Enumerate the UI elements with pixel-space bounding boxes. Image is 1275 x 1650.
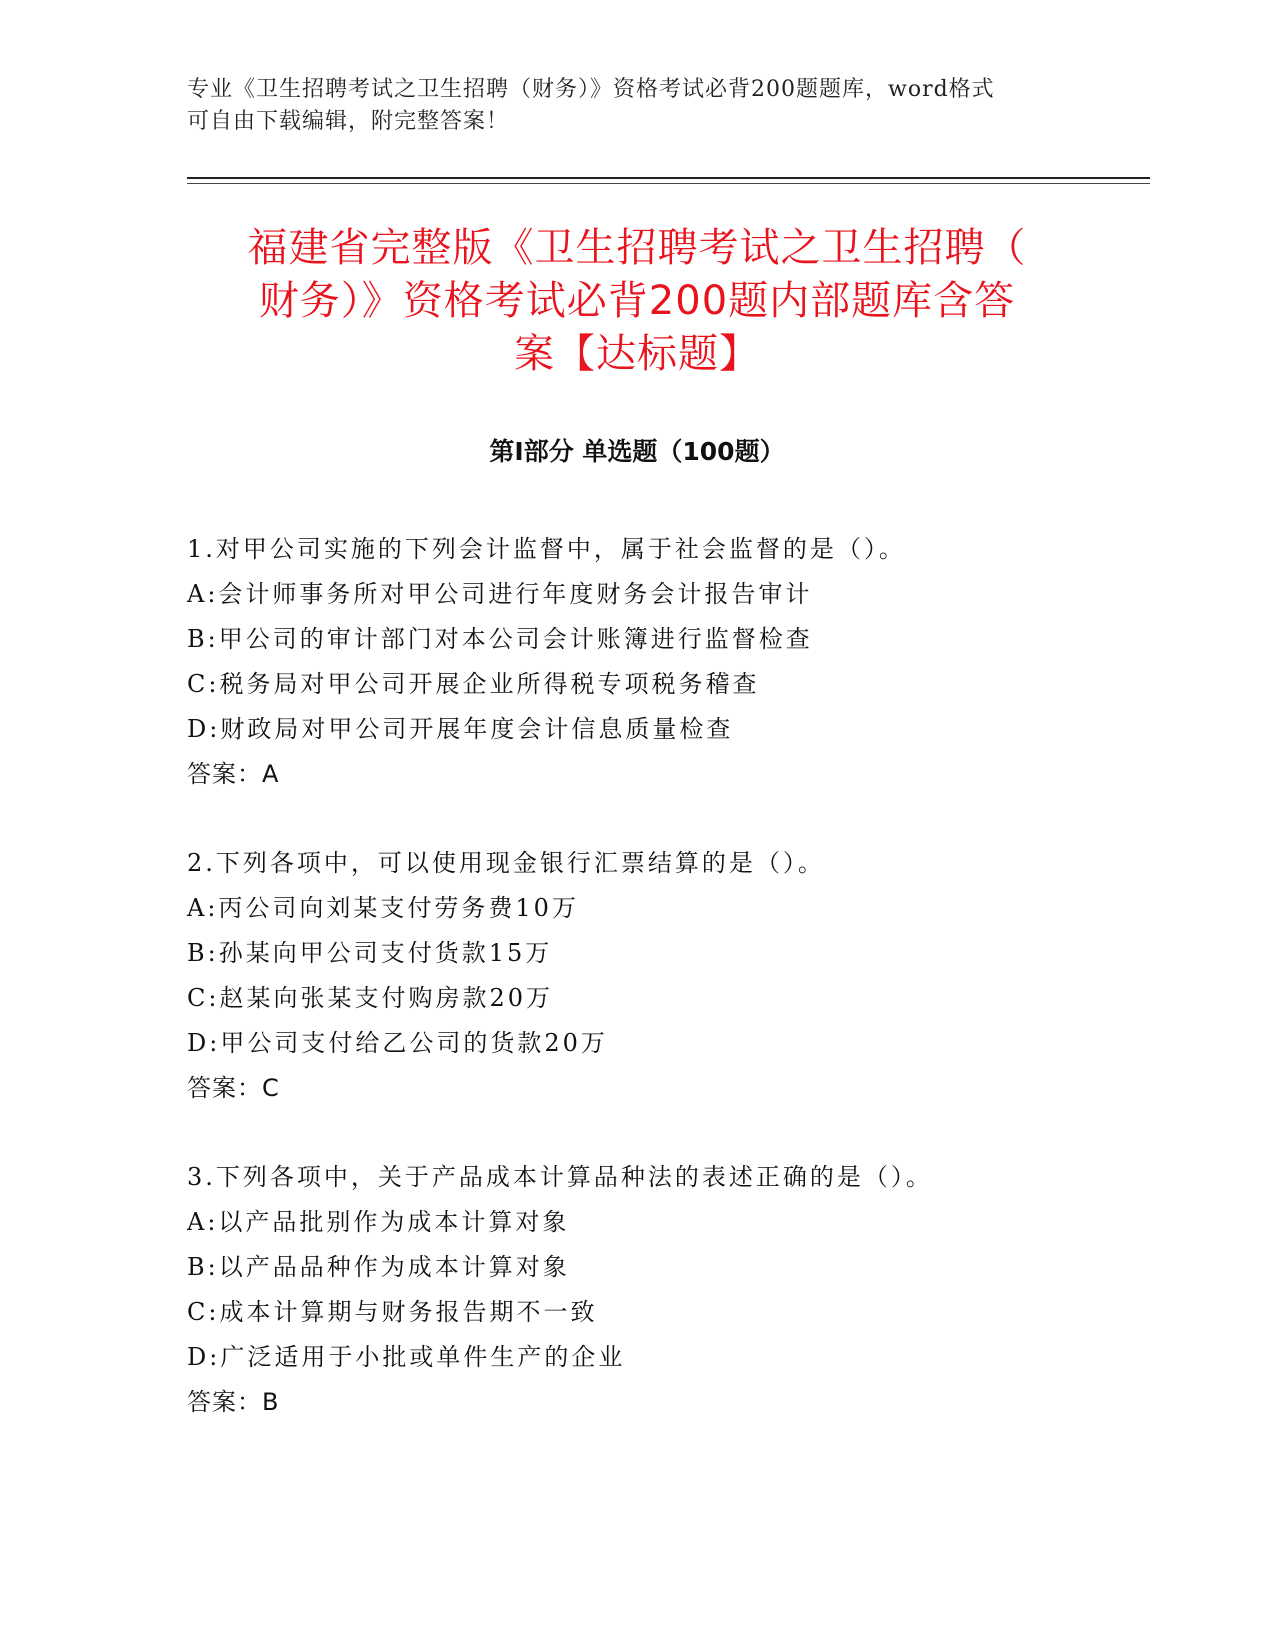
header-divider-thick — [187, 177, 1150, 179]
question-item — [187, 1155, 1147, 1425]
option-a: A:会计师事务所对甲公司进行年度财务会计报告审计 — [187, 580, 813, 608]
answer-line: 答案：A — [187, 760, 280, 788]
option-d: D:广泛适用于小批或单件生产的企业 — [187, 1343, 626, 1371]
section-heading: 第Ⅰ部分 单选题（100题） — [489, 437, 785, 466]
option-d: D:财政局对甲公司开展年度会计信息质量检查 — [187, 715, 734, 743]
header-note — [187, 74, 1067, 138]
document-title — [187, 222, 1087, 381]
option-b: B:孙某向甲公司支付货款15万 — [187, 939, 553, 967]
header-note-line-1: 专业《卫生招聘考试之卫生招聘（财务）》资格考试必背200题题库，word格式 — [187, 77, 995, 102]
question-item — [187, 841, 1147, 1111]
option-c: C:成本计算期与财务报告期不一致 — [187, 1298, 598, 1326]
header-divider-thin — [187, 183, 1150, 184]
answer-line: 答案：B — [187, 1388, 280, 1416]
question-list — [187, 527, 1147, 1469]
document-title-line-1: 福建省完整版《卫生招聘考试之卫生招聘（ — [247, 225, 1027, 271]
question-item — [187, 527, 1147, 797]
header-note-line-2: 可自由下载编辑，附完整答案！ — [187, 109, 510, 134]
answer-line: 答案：C — [187, 1074, 280, 1102]
option-c: C:税务局对甲公司开展企业所得税专项税务稽查 — [187, 670, 760, 698]
option-b: B:以产品品种作为成本计算对象 — [187, 1253, 570, 1281]
option-a: A:以产品批别作为成本计算对象 — [187, 1208, 570, 1236]
question-stem: 1.对甲公司实施的下列会计监督中，属于社会监督的是（）。 — [187, 535, 906, 563]
option-c: C:赵某向张某支付购房款20万 — [187, 984, 553, 1012]
question-stem: 2.下列各项中，可以使用现金银行汇票结算的是（）。 — [187, 849, 825, 877]
document-title-line-2: 财务）》资格考试必背200题内部题库含答 — [258, 278, 1016, 324]
question-stem: 3.下列各项中，关于产品成本计算品种法的表述正确的是（）。 — [187, 1163, 933, 1191]
option-a: A:丙公司向刘某支付劳务费10万 — [187, 894, 579, 922]
option-d: D:甲公司支付给乙公司的货款20万 — [187, 1029, 608, 1057]
option-b: B:甲公司的审计部门对本公司会计账簿进行监督检查 — [187, 625, 813, 653]
document-title-line-3: 案【达标题】 — [514, 331, 760, 377]
